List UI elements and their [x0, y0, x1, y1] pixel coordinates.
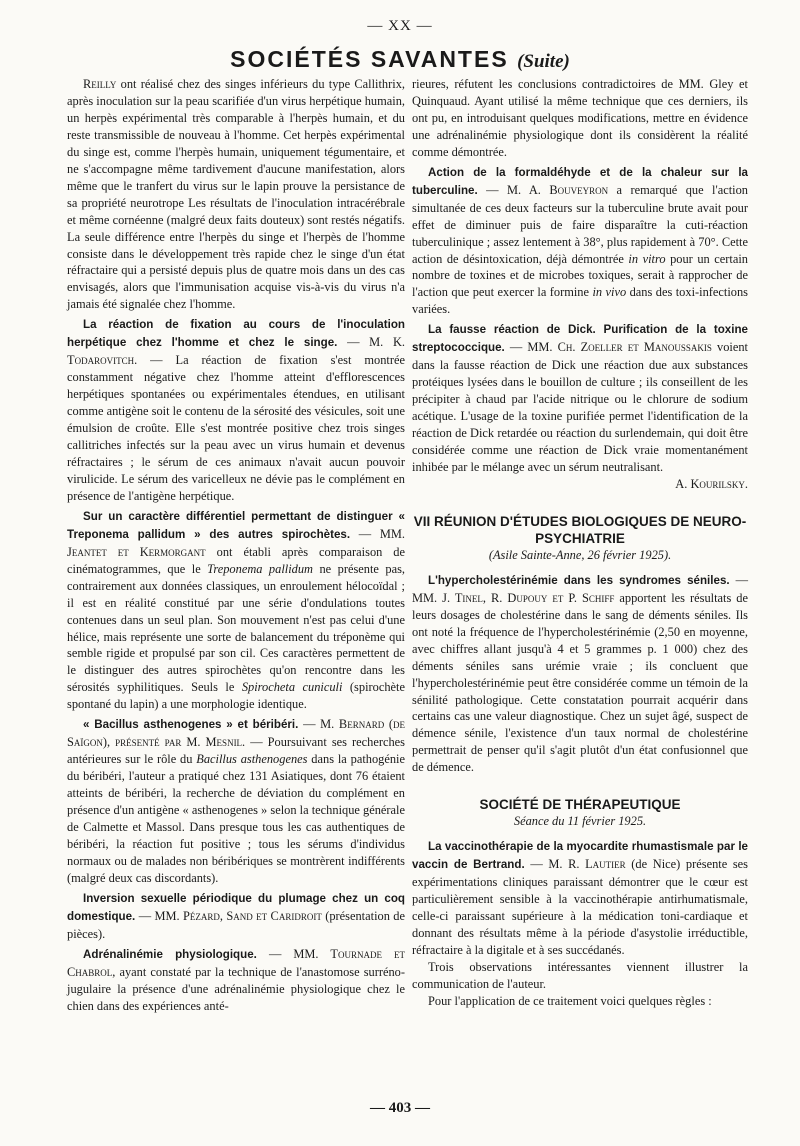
signature: A. Kourilsky.	[675, 476, 748, 491]
article-title: La vaccinothérapie de la myocardite rhumastismale par le vaccin de Bertrand.	[412, 840, 748, 872]
article-author: — MM. Pézard, Sand et Caridroit	[135, 908, 322, 923]
article-cholesterinemie	[412, 572, 748, 776]
article-author: — MM. Jeantet et Kermorgant	[67, 526, 405, 559]
italic-term: Bacillus asthenogenes	[196, 752, 308, 767]
article-text: ont réalisé chez des singes inférieurs du type Callithrix, après inoculation sur la peau scarifiée d'un virus herpétique humain, un herpès expérimental très comparable à l'herpès humain, et du reste transmissible de nouveau à l'homme. Cet herpès expérimental du singe est, comme l'herpès humain, uniquement tégumentaire, et ne s'accompagne même tardivement d'aucune manifestation, alors même que le tranfert du virus sur le lapin prouve la persistance de sa propriété neurotrope Les résultats de l'inoculation intracérébrale et même cornéenne (malgré deux faits douteux) sont restés négatifs. La seule différence entre l'herpès du singe et l'herpès de l'homme consiste dans le développement très rapide chez le singe d'un état réfractaire qui a persisté depuis plus de quatre mois dans un des cas envisagés, alors que l'immunisation acquise vis-à-vis du virus n'a jamais été signalée chez l'homme.	[67, 77, 405, 312]
article-text: pour un certain nombre de toxines et de microbes toxiques, serait à rapprocher de l'action que peut exercer la formine	[412, 251, 748, 300]
article-inversion	[67, 890, 405, 943]
section-heading-therapeutique: SOCIÉTÉ DE THÉRAPEUTIQUE	[479, 797, 681, 813]
article-text: apportent les résultats de leurs dosages de cholestérine dans le sang de déments séniles. Ils ont noté la fréquence de l'hypercholestérinémie (2,50 en moyenne, avec chiffres allant jusqu'à 4 et 5 grammes p. 1 000) chez des déments séniles sans urémie vraie ; ils concluent que l'hypercholestérinémie peut être considérée comme un témoin de la sénilité pathologique. Cette constatation pourrait acquérir dans certains cas une valeur diagnostique. Chez un sujet âgé, suspect de démence sénile, l'existence d'un taux normal de cholestérine permettrait de penser qu'il s'agit plutôt d'un état confusionnel que de démence.	[412, 590, 748, 775]
article-author: — M. Bernard (de Saïgon), présenté par M. Mesnil.	[67, 717, 405, 750]
article-title: « Bacillus asthenogenes » et béribéri.	[83, 718, 299, 732]
article-fixation	[67, 316, 405, 504]
article-author: — MM. Tournade et Chabrol,	[67, 946, 405, 979]
article-dick	[412, 321, 748, 476]
article-text: ont établi après comparaison de cinématogrammes, que le	[67, 544, 405, 576]
article-treponema	[67, 508, 405, 713]
section-banner	[0, 46, 800, 73]
article-title: Action de la formaldéhyde et de la chaleur sur la tuberculine.	[412, 165, 748, 197]
article-text: (présentation de pièces).	[67, 908, 405, 941]
article-text: — La réaction de fixation s'est montrée constamment négative chez l'homme atteint d'efflorescences herpétiques spontanées ou expérimentales étendues, en utilisant comme antigène soit le contenu de la sérosité des vésicules, soit une émulsion de croûte. Elle s'est montrée positive chez trois singes callitriches infectés sur la peau avec un virus humain et devenus réfractaires ; le sérum de ces animaux n'avait aucun pouvoir virulicide. Le sérum des varicelleux ne dévie pas le complément en présence de l'antigène herpétique.	[67, 353, 405, 503]
left-column	[67, 76, 405, 1014]
article-adrenalinemie-cont: rieures, réfutent les conclusions contradictoires de MM. Gley et Quinquaud. Ayant utilisé la même technique que ces derniers, ils ont pu, en introduisant quelques modifications, mettre en évidence une adrénalinémie physiologique dont ils considèrent la réalité comme démontrée.	[412, 77, 748, 159]
article-text: ayant constaté par la technique de l'anastomose surréno-jugulaire la présence d'une adrénalinémie physiologique chez le chien dans des expériences anté-	[67, 964, 405, 1013]
article-beriberi	[67, 716, 405, 887]
article-title: Adrénalinémie physiologique.	[83, 947, 257, 961]
article-author: — M. R. Lautier	[524, 857, 626, 872]
page-number: — 403 —	[370, 1100, 430, 1116]
article-author: — MM. J. Tinel, R. Dupouy et P. Schiff	[412, 572, 748, 605]
author-name: Reilly	[83, 77, 117, 91]
article-title: L'hypercholestérinémie dans les syndromes séniles.	[428, 573, 730, 587]
article-herpes-singe	[67, 76, 405, 313]
article-text: a remarqué que l'action simultanée de ces deux facteurs sur la tuberculine brute avait pour effet de diminuer puis de faire disparaître la cuti-réaction tuberculinique ; assez lentement à 38°, plus rapidement à 70°. Cette action de désintoxication, déjà démontrée	[412, 182, 748, 266]
section-subheading-therapeutique: Séance du 11 février 1925.	[513, 814, 647, 829]
article-author: — M. A. Bouveyron	[477, 182, 609, 197]
article-author: — M. K. Todarovitch.	[67, 335, 405, 368]
article-adrenalinemie	[67, 946, 405, 1015]
section-subheading-neuro: (Asile Sainte-Anne, 26 février 1925).	[488, 547, 672, 562]
article-paragraph: Pour l'application de ce traitement voici quelques règles :	[428, 993, 712, 1008]
article-text: (de Nice) présente ses expérimentations cliniques paraissant démontrer que le cœur est particulièrement sensible à la vaccinothérapie antirhumatismale, celle-ci paraissant supérieure à la médication toni-cardiaque et donnant des résultats même à la période d'asystolie irréductible, réfractaire à la digitale et à ses succédanés.	[412, 857, 748, 957]
italic-term: in vivo	[592, 285, 627, 300]
article-title: La fausse réaction de Dick. Purification de la toxine streptococcique.	[412, 323, 748, 355]
italic-term: in vitro	[628, 251, 666, 266]
article-text: — Poursuivant ses recherches antérieures sur le rôle du	[67, 735, 405, 767]
article-text: (spirochète spontané du lapin) a une morphologie identique.	[67, 680, 405, 712]
italic-term: Spirocheta cuniculi	[241, 680, 343, 695]
article-tuberculine	[412, 164, 748, 319]
section-heading-neuro: VII RÉUNION D'ÉTUDES BIOLOGIQUES DE NEURO-PSYCHIATRIE	[413, 513, 747, 546]
article-text: ne présente pas, contrairement aux données classiques, un enroulement hélocoïdal ; il est en réalité constitué par une série d'ondulations toutes contenues dans un seul plan. Son mouvement n'est pas celui d'une hélice, mais représente une sorte de balancement du tréponème qui semble rigide et propulsé par son cil. Ces caractères permettent de le distinguer des autres spirochètes qu'on rencontre dans les sérosités syphilitiques. Seuls le	[67, 561, 405, 695]
italic-term: Treponema pallidum	[207, 561, 313, 576]
article-author: — MM. Ch. Zoeller et Manoussakis	[504, 340, 712, 355]
article-title: Sur un caractère différentiel permettant de distinguer « Treponema pallidum » des autres spirochètes.	[67, 509, 405, 541]
banner-title: SOCIÉTÉS SAVANTES	[230, 46, 509, 72]
article-paragraph: Trois observations intéressantes viennent illustrer la communication de l'auteur.	[412, 959, 748, 991]
article-text: voient dans la fausse réaction de Dick une réaction due aux substances protéiques lysées dans le bouillon de culture ; ils conseillent de les précipiter à chaud par l'acide nitrique ou le chlorure de sodium acétique. L'usage de la toxine purifiée permet l'identification de la réaction de Dick retardée ou réaction du surlendemain, qui doit être considérée comme une réaction de Dick vraie momentanément inhibée par le mélange avec un sérum neutralisant.	[412, 340, 748, 474]
roman-page-marker: — XX —	[367, 18, 433, 34]
right-column	[412, 76, 748, 1010]
article-text: dans la pathogénie du béribéri, l'auteur a pratiqué chez 131 Asiatiques, dont 76 étaient atteints de béribéri, la recherche de déviation du complément en présence d'un antigène « asthenogenes » selon la technique générale de Calmette et Massol. Dans presque tous les cas authentiques de béribéri, la réaction fut positive ; tous les sérums d'individus normaux ou de malades non béribériques se montrèrent indifférents (malgré deux cas discordants).	[67, 752, 405, 885]
banner-suffix: (Suite)	[517, 51, 570, 72]
article-title: Inversion sexuelle périodique du plumage chez un coq domestique.	[67, 891, 405, 923]
article-vaccinotherapie	[412, 838, 748, 959]
article-text: dans des toxi-infections variées.	[412, 285, 748, 317]
article-title: La réaction de fixation au cours de l'inoculation herpétique chez l'homme et chez le singe.	[67, 318, 405, 350]
